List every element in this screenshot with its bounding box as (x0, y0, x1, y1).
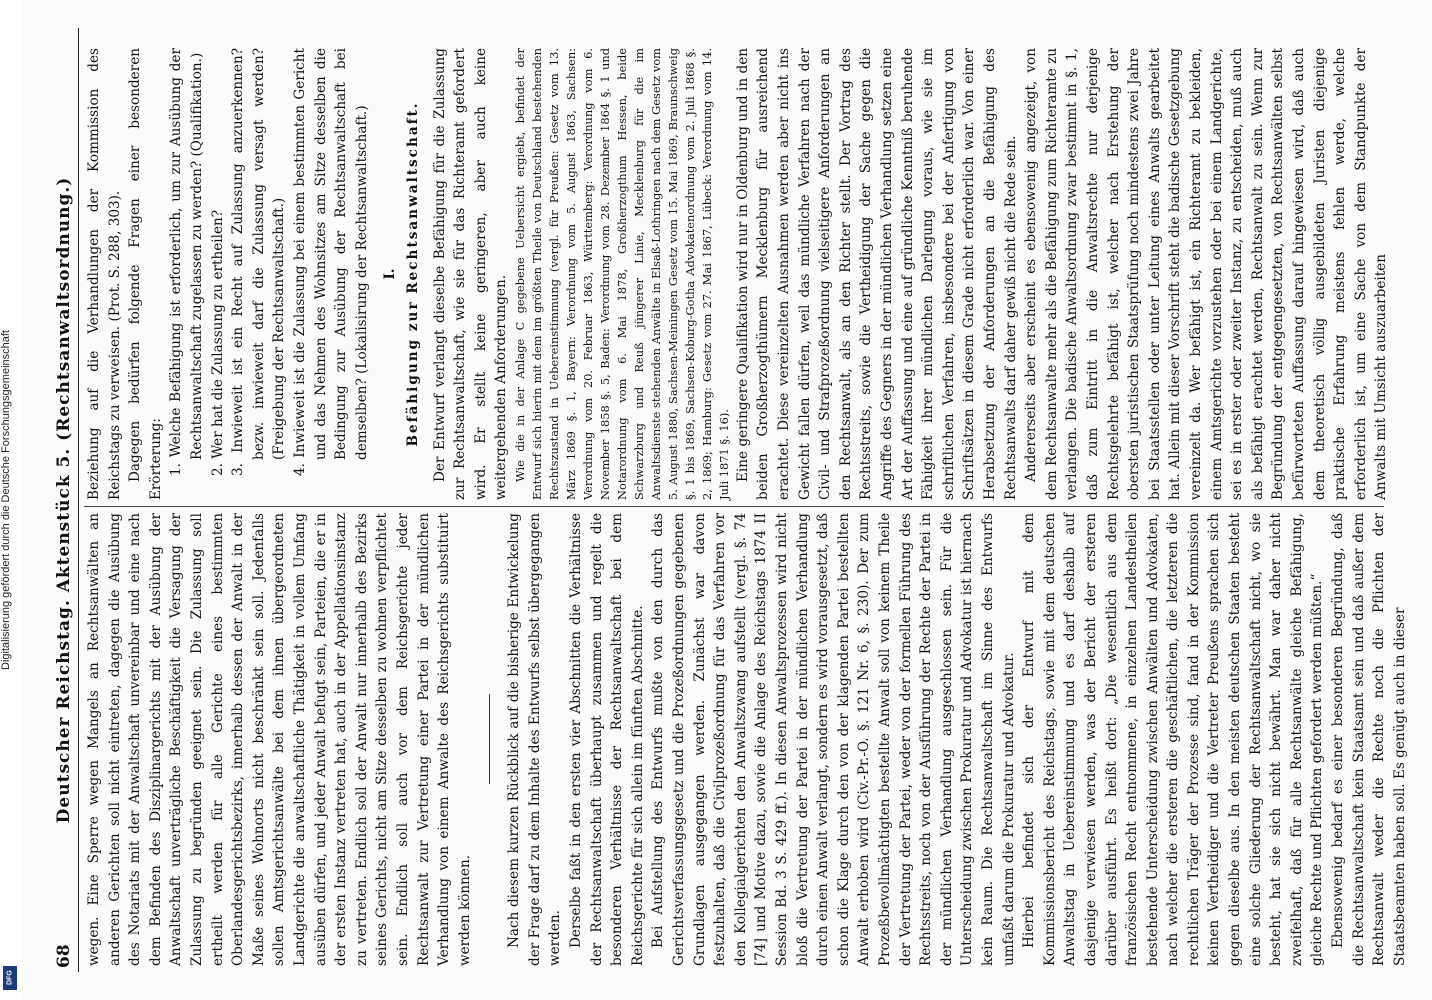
paragraph: Wie die in der Anlage C gegebene Uebersicht ergiebt, befindet der Entwurf sich hierin mit dem im größten Theile von Deutschland bestehenden Rechtszustand in Uebereinstimmung (vergl. für Preußen: Gesetz vom 13. März 1869 §. 1, Bayern: Verordnung vom 5. August 1863, Sachsen: Verordnung vom 20. Februar 1863, Württemberg: Verordnung vom 6. November 1858 §. 5, Baden: Verordnung vom 28. Dezember 1864 §. 1 und Notarordnung vom 6. Mai 1878, Großherzogthum Hessen, beide Schwarzburg und Reuß jüngerer Linie, Mecklenburg für die im Anwaltsdienste stehenden Anwälte in Elsaß-Lothringen nach dem Gesetz vom 5. August 1880, Sachsen-Meiningen Gesetz vom 15. Mai 1869, Braunschweig §. 1 bis 1869, Sachsen-Koburg-Gotha Advokatenordnung vom 2. Juli 1868 §. 2, 1869; Hamburg: Gesetz vom 27. Mai 1867, Lübeck: Verordnung vom 14. Juli 1871 §. 16). (512, 48, 731, 500)
question-list (166, 48, 372, 476)
paragraph: Nach diesem kurzen Rückblick auf die bisherige Entwickelung der Frage darf zu dem Inhalte des Entwurfs selbst übergegangen werden. (506, 513, 564, 966)
paragraph: Dagegen bedürfen folgende Fragen einer besonderen Erörterung: (127, 48, 164, 500)
paragraph: Ebensowenig bedarf es einer besonderen Begründung, daß die Rechtsanwaltschaft kein Staatsamt sein und daß außer dem Rechtsanwalt weder die Rechte noch die Pflichten der Staatsbeamten haben soll. Es genügt auch in dieser (1330, 513, 1408, 966)
digitization-footer (0, 0, 22, 1000)
list-item: 4. Inwieweit ist die Zulassung bei einem bestimmten Gericht und das Nehmen des Wohnsitzes am Sitze desselben die Bedingung zur Ausübung der Rechtsanwaltschaft bei demselben? (Lokalisirung der Rechtsanwaltschaft.) (291, 48, 370, 476)
section-title: Befähigung zur Rechtsanwaltschaft. (404, 101, 421, 447)
paragraph: Beziehung auf die Verhandlungen der Kommission des Reichstags zu verweisen. (Prot. S. 288, 303). (86, 48, 123, 500)
paragraph: Der Entwurf verlangt dieselbe Befähigung für die Zulassung zur Rechtsanwaltschaft, wie sie für das Richteramt gefordert wird. Er stellt keine geringeren, aber auch keine weitergehenden Anforderungen. (431, 48, 510, 500)
list-item: 1. Welche Befähigung ist erforderlich, um zur Ausübung der Rechtsanwaltschaft zugelassen zu werden? (Qualifikation.) (168, 48, 205, 476)
list-item: 2. Wer hat die Zulassung zu ertheilen? (209, 209, 226, 476)
page-header (40, 28, 79, 972)
section-divider (489, 695, 490, 785)
rotated-document (40, 28, 1408, 972)
page-title: Deutscher Reichstag. Aktenstück 5. (Rechtsanwaltsordnung.) (54, 176, 74, 824)
right-column (84, 42, 1390, 507)
paragraph: Andererseits aber erscheint es ebensowenig angezeigt, von dem Rechtsanwalte mehr als die Befähigung zum Richteramte zu verlangen. Die badische Anwaltsordnung zwar bestimmt in §. 1, daß zum Eintritt in die Anwaltsrechte nur derjenige Rechtsgelehrte befähigt ist, welcher nach Erstehung der obersten juristischen Staatsprüfung noch mindestens zwei Jahre bei Staatsstellen oder unter Leitung eines Anwalts gearbeitet hat. Allein mit dieser Vorschrift steht die badische Gesetzgebung vereinzelt da. Wer befähigt ist, ein Richteramt zu bekleiden, einem Amtsgerichte vorzustehen oder bei einem Landgerichte, sei es in erster oder zweiter Instanz, zu entscheiden, muß auch als befähigt erachtet werden, Rechtsanwalt zu sein. Wenn zur Begründung der entgegengesetzten, von Rechtsanwälten selbst befürworteten Auffassung darauf hingewiesen wird, daß auch dem theoretisch völlig ausgebildeten Juristen diejenige praktische Erfahrung meistens fehlen werde, welche erforderlich ist, um eine Sache von dem Standpunkte der Anwalts mit Umsicht auszuarbeiten (1023, 48, 1390, 500)
list-item: 3. Inwieweit ist ein Recht auf Zulassung anzuerkennen? bezw. inwieweit darf die Zulassung versagt werden? (Freigebung der Rechtsanwaltschaft.) (230, 48, 288, 476)
paragraph: Hierbei befindet sich der Entwurf mit dem Kommissionsbericht des Reichstags, sowie mit dem deutschen Anwaltstag in Uebereinstimmung und es darf deshalb auf dasjenige verwiesen werden, was der Bericht der ersteren darüber ausführt. Es heißt dort: „Die wesentlich aus dem französischen Recht entnommene, in einzelnen Landestheilen bestehende Unterscheidung zwischen Anwälten und Advokaten, nach welcher die ersteren die geschäftlichen, die letzteren die rechtlichen Träger der Prozesse sind, fand in der Kommission keinen Vertheidiger und die Vertreter Preußens sprachen sich gegen dieselbe aus. In den meisten deutschen Staaten besteht eine solche Gliederung der Rechtsanwaltschaft nicht, wo sie besteht, hat sie sich nicht bewährt. Man war daher nicht zweifelhaft, daß für alle Rechtsanwälte gleiche Befähigung, gleiche Rechte und Pflichten gefordert werden müßten.“ (1021, 513, 1326, 966)
page-number: 68 (54, 944, 74, 968)
dfg-logo-icon: DFG (3, 966, 17, 990)
paragraph: Bei Aufstellung des Entwurfs mußte von den durch das Gerichtsverfassungsgesetz und die Prozeßordnungen gegebenen Grundlagen ausgegangen werden. Zunächst war davon festzuhalten, daß die Civilprozeßordnung für das Verfahren vor den Kollegialgerichten den Anwaltszwang aufstellt (vergl. §. 74 [74] und Motive dazu, sowie die Anlage des Reichstags 1874 II Session Bd. 3 S. 429 ff.). In diesen Anwaltsprozessen wird nicht bloß die Vertretung der Partei in der mündlichen Verhandlung durch einen Anwalt verlangt, sondern es wird vorausgesetzt, daß schon die Klage durch den von der klagenden Partei bestellten Anwalt erhoben wird (Civ.-Pr.-O. §. 121 Nr. 6, §. 230). Der zum Prozeßbevollmächtigten bestellte Anwalt soll von keinem Theile der Vertretung der Partei, weder von der formellen Führung des Rechtsstreits, noch von der Ausführung der Rechte der Partei in der mündlichen Verhandlung ausgeschlossen sein. Für die Unterscheidung zwischen Prokuratur und Advokatur ist hiernach kein Raum. Die Rechtsanwaltschaft im Sinne des Entwurfs umfaßt darum die Prokuratur und Advokatur. (650, 513, 1017, 966)
paragraph: Derselbe faßt in den ersten vier Abschnitten die Verhältnisse der Rechtsanwaltschaft überhaupt zusammen und regelt die besonderen Verhältnisse der Rechtsanwaltschaft bei dem Reichsgerichte für sich allein im fünften Abschnitte. (568, 513, 646, 966)
left-column (84, 507, 1408, 972)
paragraph: Eine geringere Qualifikation wird nur in Oldenburg und in den beiden Großherzogthümern Mecklenburg für ausreichend erachtet. Diese vereinzelten Ausnahmen werden aber nicht ins Gewicht fallen dürfen, weil das mündliche Verfahren nach der Civil- und Strafprozeßordnung vielseitigere Anforderungen an den Rechtsanwalt, als an den Richter stellt. Der Vortrag des Rechtsstreits, sowie die Vertheidigung der Sache gegen die Angriffe des Gegners in der mündlichen Verhandlung setzen eine Art der Auffassung und eine auf gründliche Kenntniß beruhende Fähigkeit ihrer mündlichen Darlegung voraus, wie sie im schriftlichen Verfahren, insbesondere bei der Anfertigung von Schriftsätzen in diesem Grade nicht erforderlich war. Von einer Herabsetzung der Anforderungen an die Befähigung des Rechtsanwalts darf daher gewiß nicht die Rede sein. (734, 48, 1019, 500)
section-number: I. (382, 268, 399, 280)
paragraph: wegen. Eine Sperre wegen Mangels an Rechtsanwälten an anderen Gerichten soll nicht eintreten, dagegen die Ausübung des Notariats mit der Anwaltschaft unvereinbar und eine nach dem Befinden des Disziplinargerichts mit der Ausübung der Anwaltschaft unverträgliche Beschäftigkeit die Versagung der Zulassung zu begründen geeignet sein. Die Zulassung soll ertheilt werden für alle Gerichte eines bestimmten Oberlandesgerichtsbezirks, innerhalb dessen der Anwalt in der Maße seines Wohnorts nicht beschränkt sein soll. Jedenfalls sollen Amtsgerichtsanwälte bei dem ihnen übergeordneten Landgerichte die anwaltschaftliche Thätigkeit in vollem Umfang ausüben dürfen, und jeder Anwalt befugt sein, Parteien, die er in der ersten Instanz vertreten hat, auch in der Appellationsinstanz zu vertreten. Endlich soll der Anwalt nur innerhalb des Bezirks seines Gerichts, nicht am Sitze desselben zu wohnen verpflichtet sein. Endlich soll auch vor dem Reichsgerichte jeder Rechtsanwalt zur Vertretung einer Partei in der mündlichen Verhandlung von einem Anwalte des Reichsgerichts substituirt werden können. (86, 513, 473, 966)
digitization-note: Digitalisierung gefördert durch die Deutsche Forschungsgemeinschaft (0, 330, 12, 670)
text-columns (84, 28, 1408, 972)
